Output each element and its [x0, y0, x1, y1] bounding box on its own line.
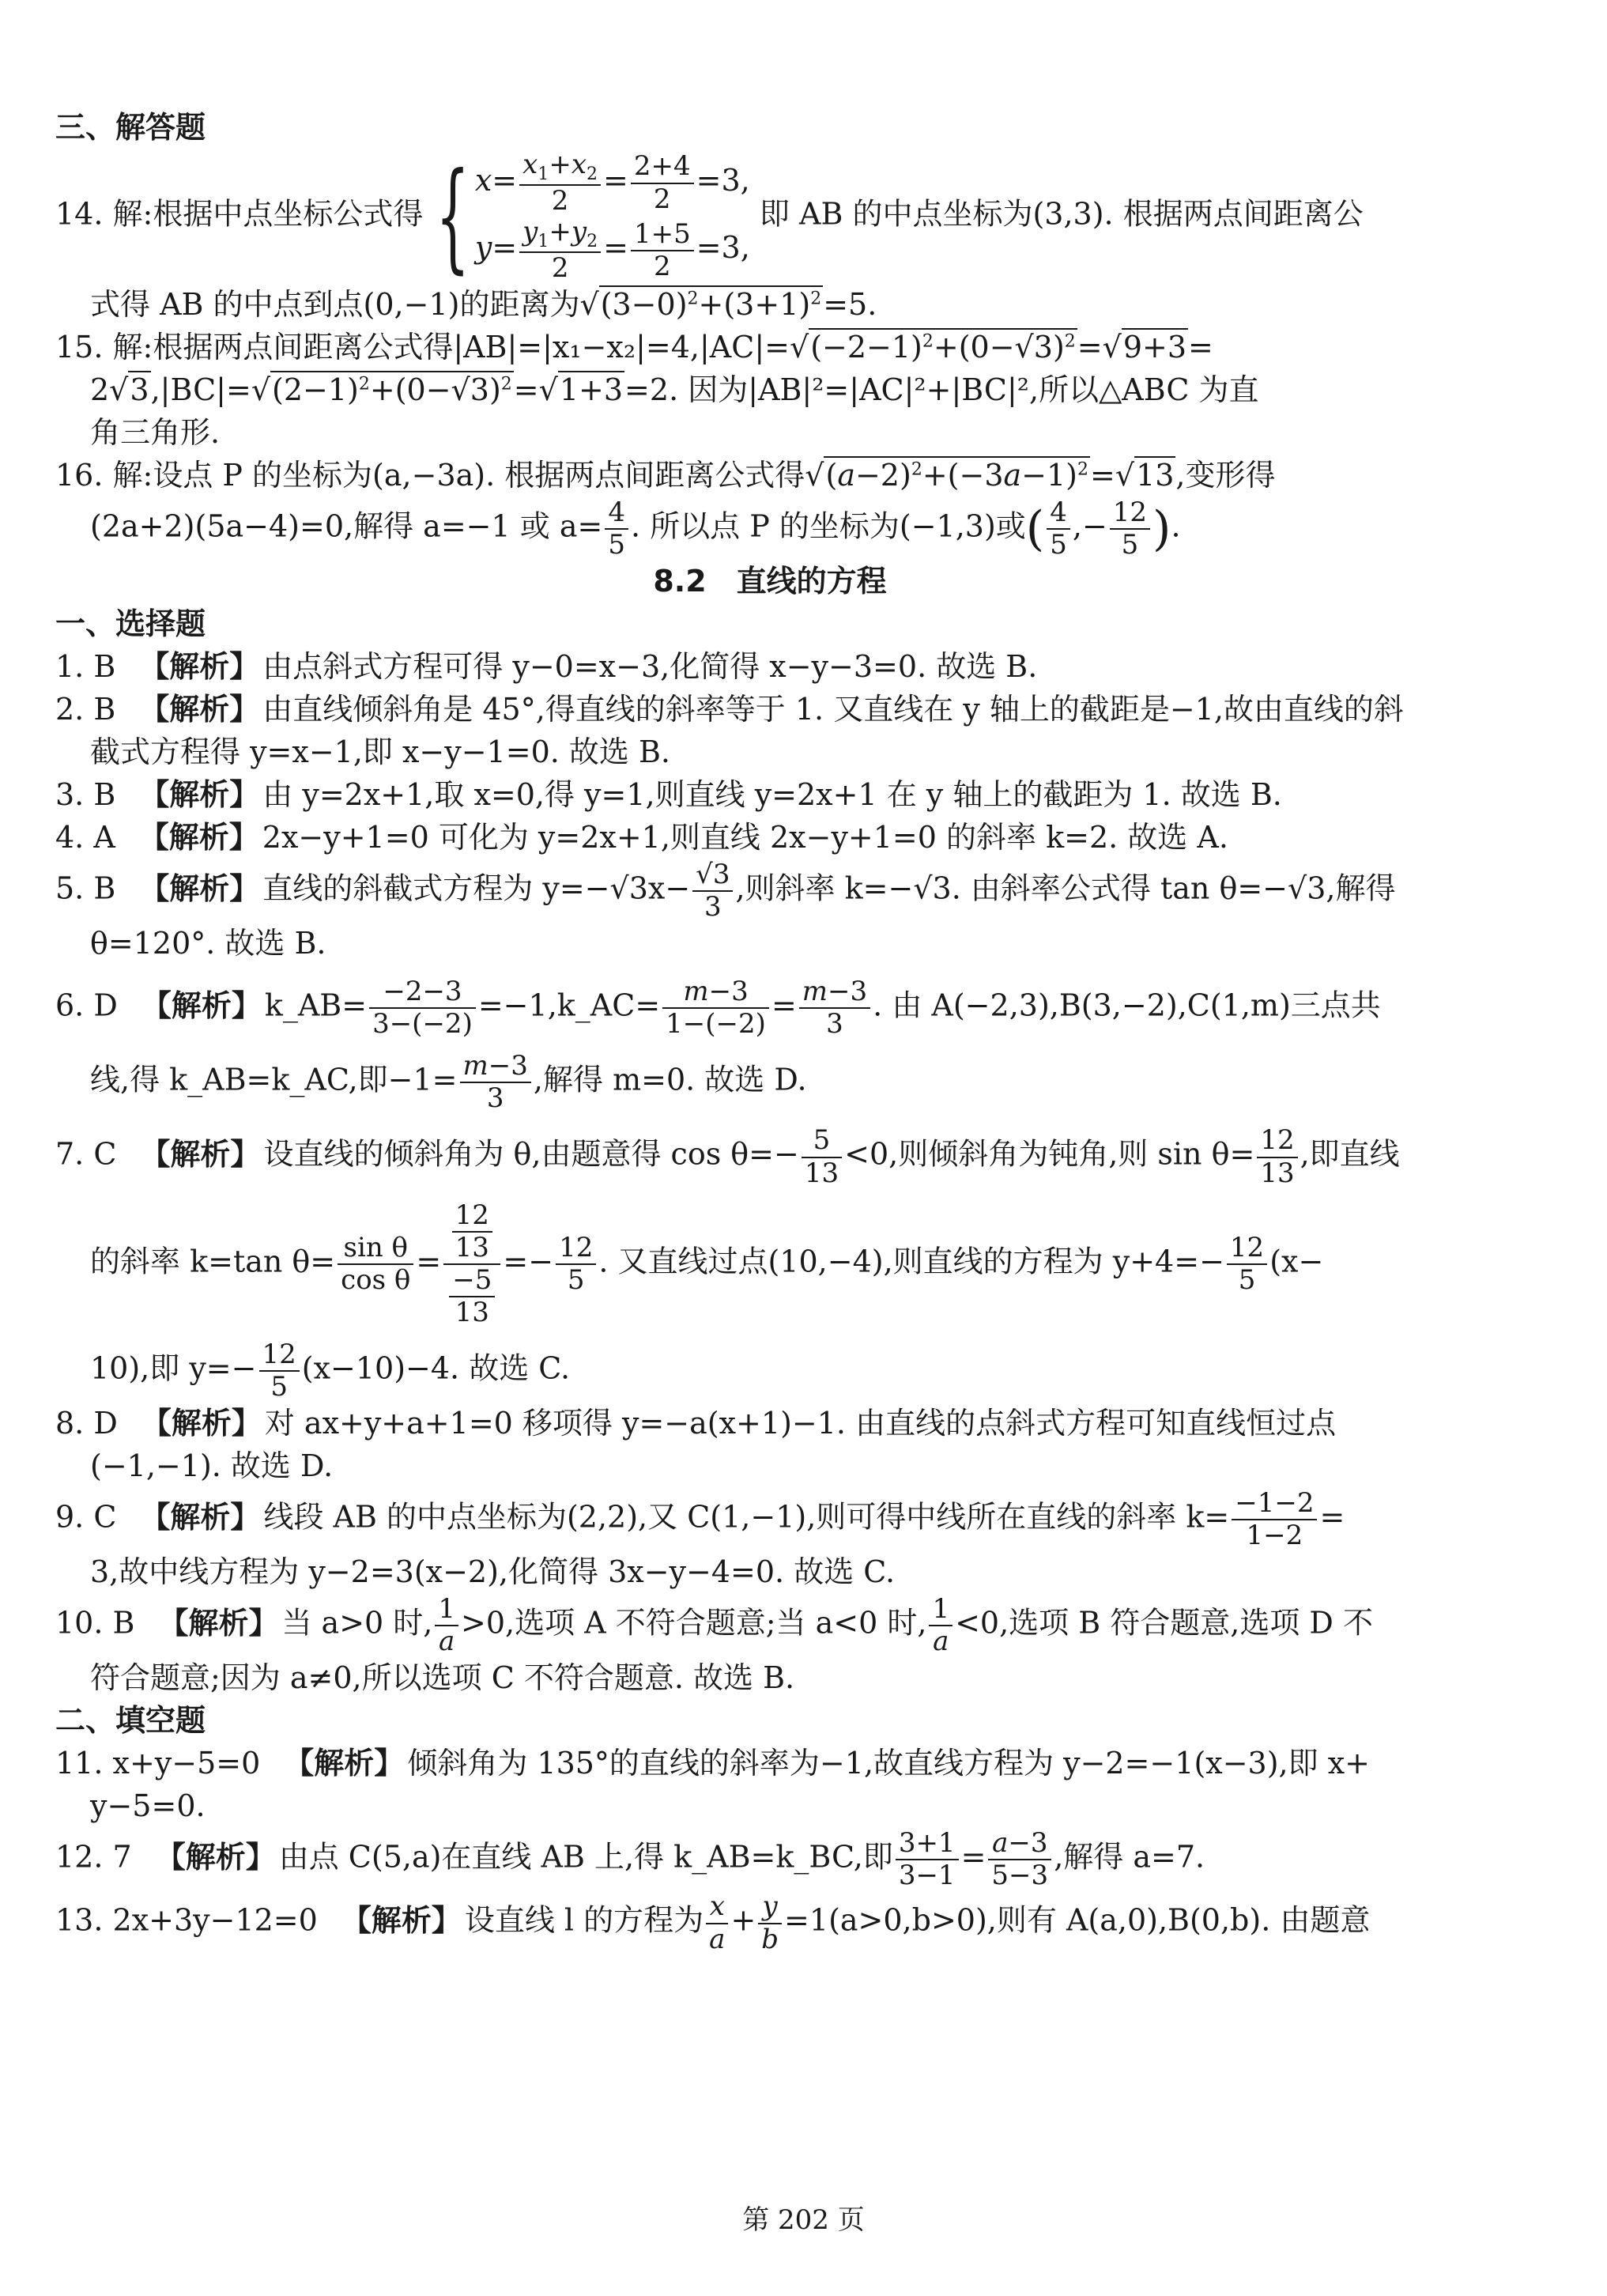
solution-page — [55, 107, 1484, 1955]
answer-8-cont: (−1,−1). 故选 D. — [90, 1448, 334, 1484]
answer-11: 11. x+y−5=0 【解析】 倾斜角为 135°的直线的斜率为−1,故直线方程为 y−2=−1(x−3),即 x+ — [55, 1746, 1370, 1781]
item-14: 14. 解:根据中点坐标公式得 { x= $\frac{x_1+x_2}{2}$ = $\frac{2+4}{2}$ =3, y= $\frac{y_1+y_2}{2}$ = $\frac{1+5}{2}$ =3, 即 AB 的中点坐标为(3,3). 根据两点间距离公 — [55, 148, 1364, 286]
answer-5-cont: θ=120°. 故选 B. — [90, 926, 326, 961]
equation-system: { x= $\frac{x_1+x_2}{2}$ = $\frac{2+4}{2}$ =3, y= $\frac{y_1+y_2}{2}$ = $\frac{1+5}{2}$ =3, — [436, 148, 750, 286]
page-number: 第 202 页 — [742, 2204, 865, 2236]
answer-3: 3. B 【解析】 由 y=2x+1,取 x=0,得 y=1,则直线 y=2x+1 在 y 轴上的截距为 1. 故选 B. — [55, 777, 1282, 813]
answer-9: 9. C 【解析】 线段 AB 的中点坐标为(2,2),又 C(1,−1),则可得中线所在直线的斜率 k= $\frac{-1-2}{1-2}$ = — [55, 1487, 1345, 1552]
section-heading-solve: 三、解答题 — [55, 110, 206, 145]
answer-2-cont: 截式方程得 y=x−1,即 x−y−1=0. 故选 B. — [90, 734, 671, 770]
answer-11-cont: y−5=0. — [90, 1788, 206, 1824]
item-14-cont: 式得 AB 的中点到点(0,−1)的距离为$√(3-0)^2+(3+1)^2=5$. — [90, 287, 877, 323]
answer-6: 6. D 【解析】 k_AB= $\frac{-2-3}{3-(-2)}$ =−1,k_AC= $\frac{m-3}{1-(-2)}$ = $\frac{m-3}{3}$ . 由 A(−2,3),B(3,−2),C(1,m)三点共 — [55, 976, 1381, 1040]
answer-2: 2. B 【解析】 由直线倾斜角是 45°,得直线的斜率等于 1. 又直线在 y 轴上的截距是−1,故由直线的斜 — [55, 692, 1404, 727]
answer-12: 12. 7 【解析】 由点 C(5,a)在直线 AB 上,得 k_AB=k_BC,即 $\frac{3+1}{3-1}$ = $\frac{a-3}{5-3}$ ,解得 a=7. — [55, 1827, 1205, 1892]
answer-10: 10. B 【解析】 当 a>0 时, $\frac{1}{a}$ >0,选项 A 不符合题意;当 a<0 时, $\frac{1}{a}$ <0,选项 B 符合题意,选项 D 不 — [55, 1593, 1373, 1658]
item-16: 16. 解:设点 P 的坐标为(a,−3a). 根据两点间距离公式得$√(a-2)^2+(-3a-1)^2=√13$,变形得 — [55, 458, 1276, 493]
answer-7: 7. C 【解析】 设直线的倾斜角为 θ,由题意得 cos θ=− $\frac{5}{13}$ <0,则倾斜角为钝角,则 sin θ= $\frac{12}{13}$ ,即直线 — [55, 1124, 1400, 1189]
answer-10-cont: 符合题意;因为 a≠0,所以选项 C 不符合题意. 故选 B. — [90, 1660, 795, 1696]
answer-13: 13. 2x+3y−12=0 【解析】 设直线 l 的方程为 $\frac{x}{a}$ + $\frac{y}{b}$ =1(a>0,b>0),则有 A(a,0),B(0,b). 由题意 — [55, 1890, 1371, 1955]
answer-7-cont: 的斜率 k=tan θ= $\frac{\text{sin θ}}{\text{cos θ}}$ = $\frac{\frac{12}{13}}{\frac{-5}{13}}$ =− $\frac{12}{5}$ . 又直线过点(10,−4),则直线的方程为 y+4=− $\frac{12}{5}$ (x− — [90, 1199, 1324, 1328]
answer-4: 4. A 【解析】 2x−y+1=0 可化为 y=2x+1,则直线 2x−y+1=0 的斜率 k=2. 故选 A. — [55, 820, 1228, 855]
item-15-cont: $2√3,|BC|=√(2-1)^2+(0-√3)^2=√1+3=2$. 因为|AB|²=|AC|²+|BC|²,所以△ABC 为直 — [90, 372, 1259, 408]
answer-5: 5. B 【解析】 直线的斜截式方程为 y=−√3x− $\frac{√3}{3}$ ,则斜率 k=−√3. 由斜率公式得 tan θ=−√3,解得 — [55, 858, 1396, 923]
section-title: 8.2 直线的方程 — [653, 564, 887, 599]
answer-8: 8. D 【解析】 对 ax+y+a+1=0 移项得 y=−a(x+1)−1. 由直线的点斜式方程可知直线恒过点 — [55, 1406, 1337, 1441]
item-15-end: 角三角形. — [90, 415, 221, 451]
answer-1: 1. B 【解析】 由点斜式方程可得 y−0=x−3,化简得 x−y−3=0. 故选 B. — [55, 649, 1038, 685]
item-15: 15. 解:根据两点间距离公式得$|AB|=|x_1-x_2|=4,|AC|=√(-2-1)^2+(0-√3)^2=√9+3=$ — [55, 330, 1213, 365]
item-16-cont: (2a+2)(5a−4)=0,解得 a=−1 或 a= $\frac{4}{5}$ . 所以点 P 的坐标为(−1,3)或( $\frac{4}{5}$ ,− $\frac{12}{5}$ ). — [90, 497, 1181, 561]
section-heading-fill: 二、填空题 — [55, 1703, 206, 1739]
answer-7-end: 10),即 y=− $\frac{12}{5}$ (x−10)−4. 故选 C. — [90, 1339, 571, 1403]
answer-9-cont: 3,故中线方程为 y−2=3(x−2),化简得 3x−y−4=0. 故选 C. — [90, 1554, 896, 1590]
answer-6-cont: 线,得 k_AB=k_AC,即−1= $\frac{m-3}{3}$ ,解得 m=0. 故选 D. — [90, 1050, 807, 1115]
section-heading-choice: 一、选择题 — [55, 606, 206, 642]
